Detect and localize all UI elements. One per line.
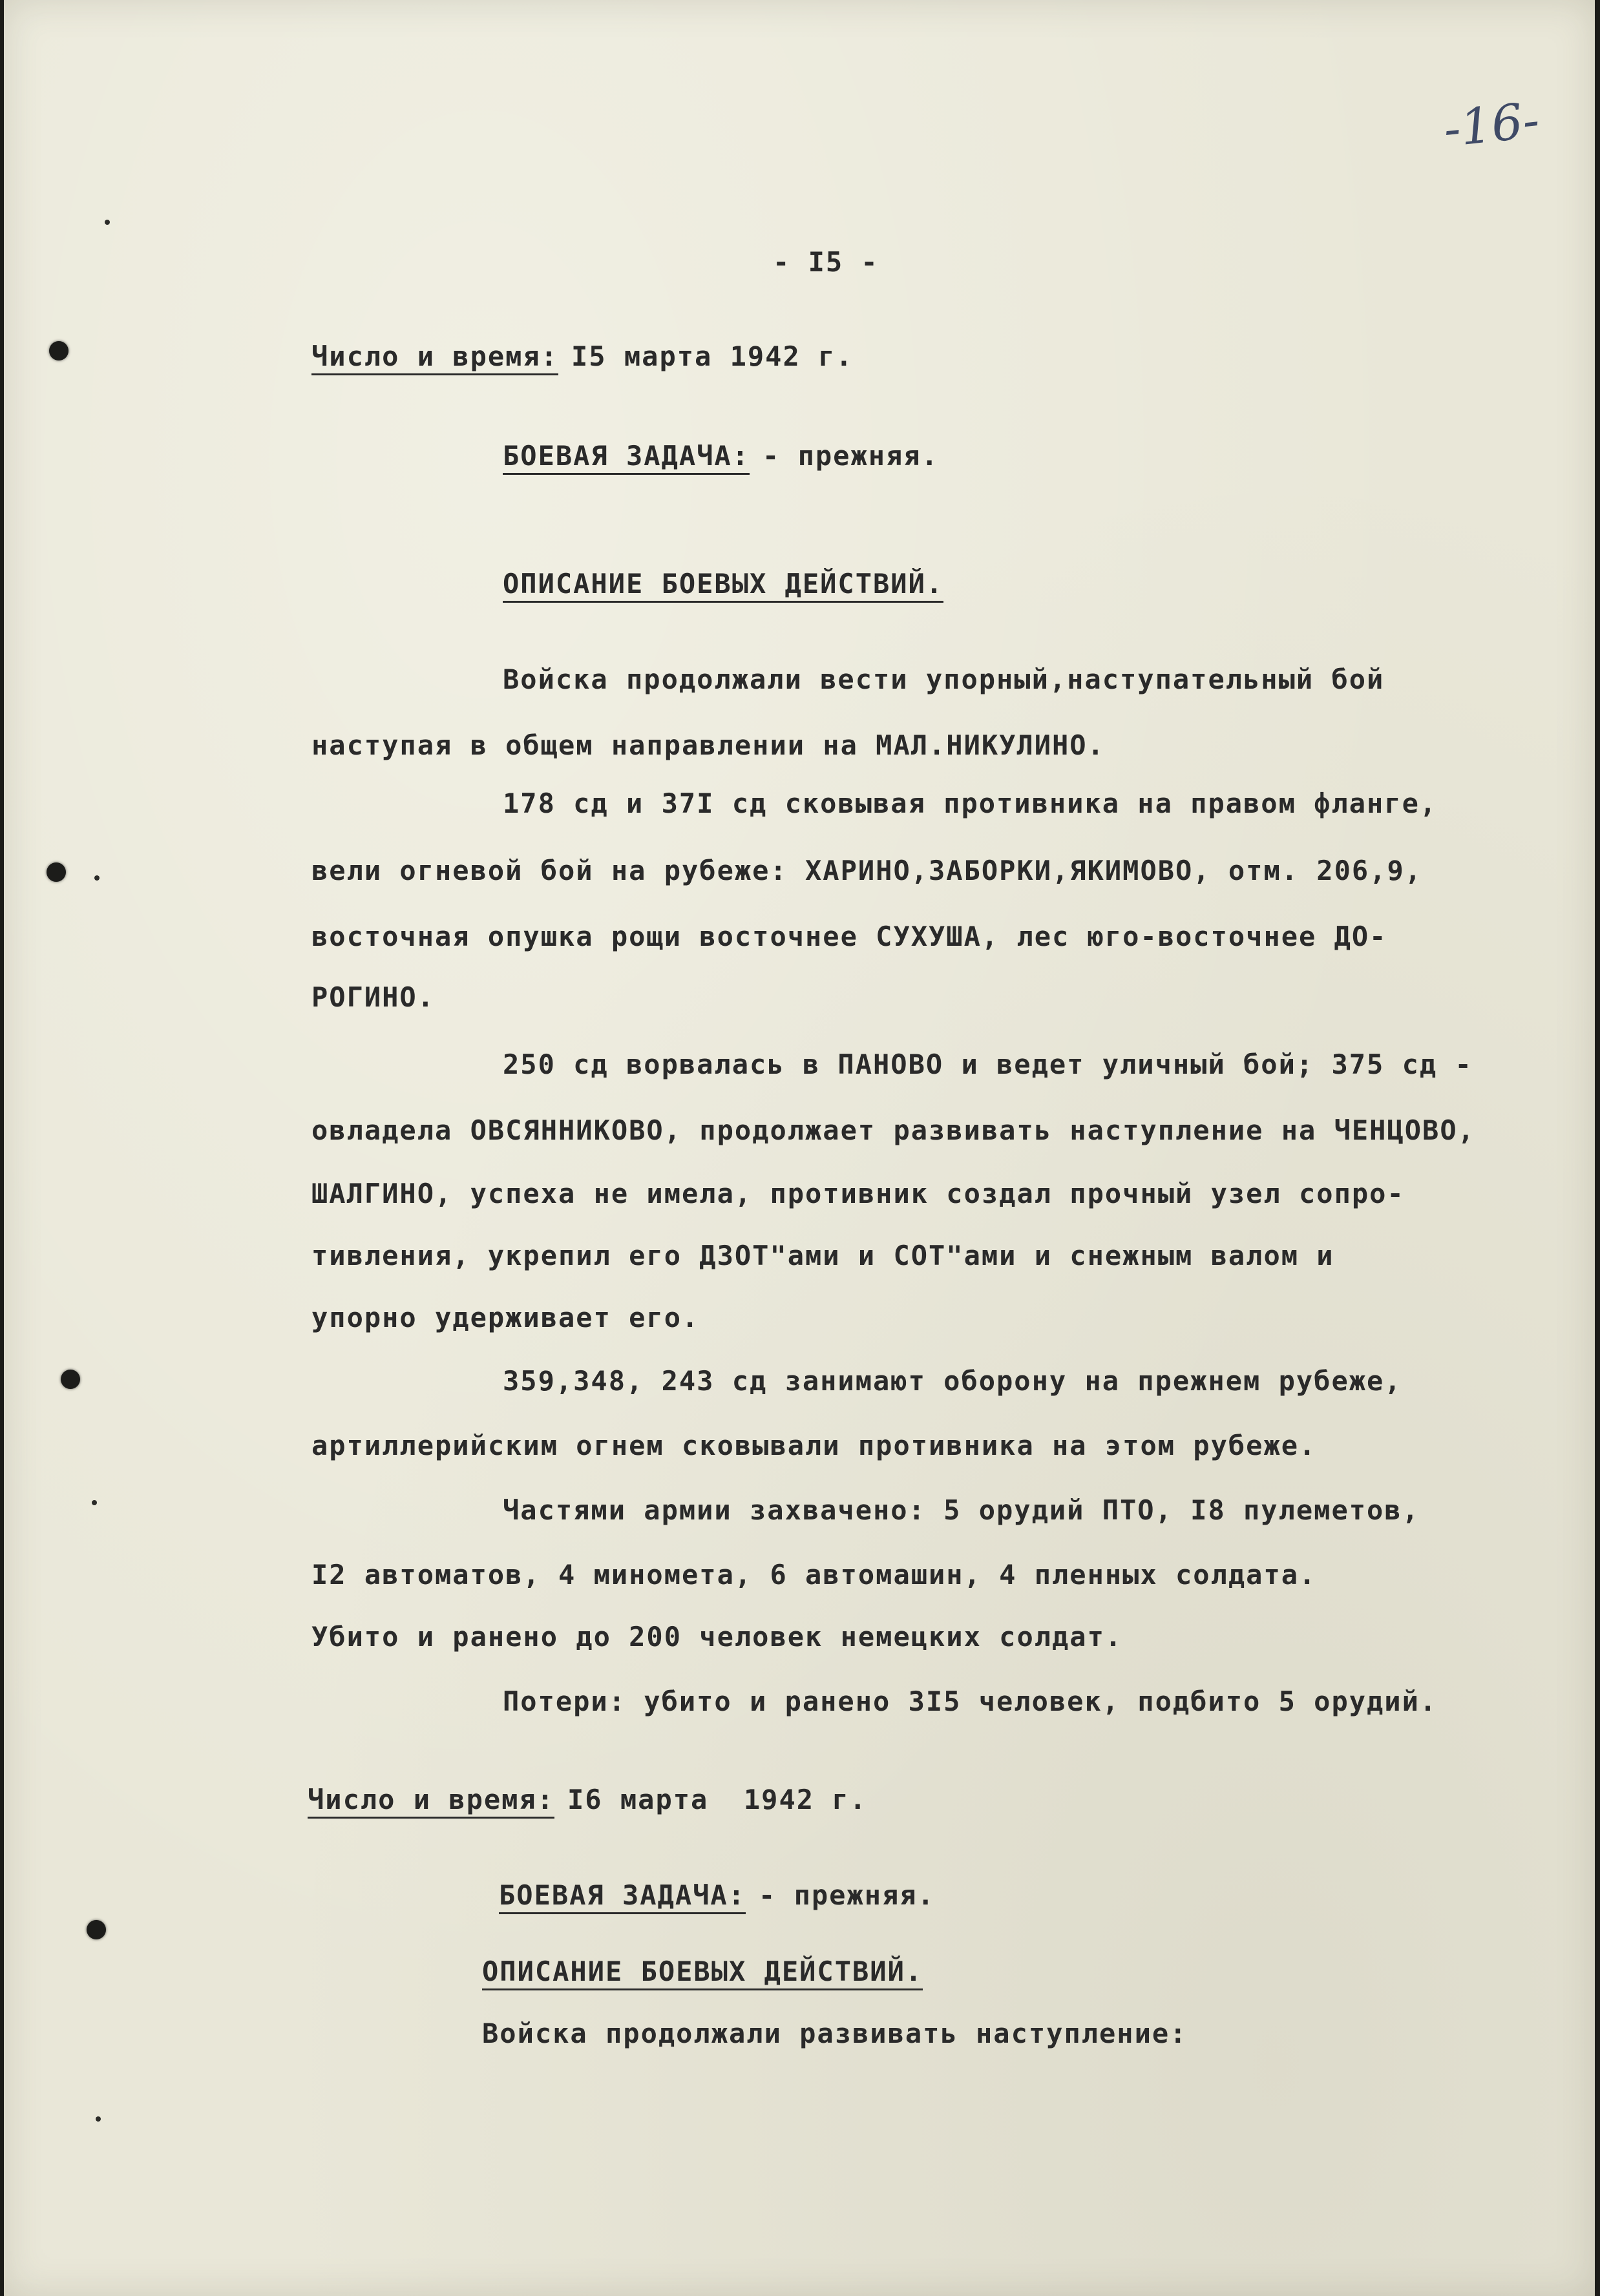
- paper-speck: [96, 2116, 101, 2122]
- text-line: Частями армии захвачено: 5 орудий ПТО, I8 пулеметов,: [503, 1494, 1420, 1526]
- text-line: Войска продолжали развивать наступление:: [482, 2018, 1188, 2049]
- text-line: вели огневой бой на рубеже: ХАРИНО,ЗАБОРКИ,ЯКИМОВО, отм. 206,9,: [311, 855, 1423, 886]
- combat-task-line: [503, 437, 939, 475]
- binding-hole: [87, 1920, 106, 1939]
- section-heading-text: ОПИСАНИЕ БОЕВЫХ ДЕЙСТВИЙ.: [482, 1956, 923, 1990]
- text-line: артиллерийским огнем сковывали противника на этом рубеже.: [311, 1430, 1317, 1461]
- text-line: восточная опушка рощи восточнее СУХУША, лес юго-восточнее ДО-: [311, 921, 1387, 952]
- text-line: 178 сд и 37I сд сковывая противника на правом фланге,: [503, 788, 1438, 819]
- date-value: I5 марта 1942 г.: [571, 340, 854, 372]
- combat-task-value: - прежняя.: [763, 440, 939, 472]
- combat-task-value: - прежняя.: [759, 1879, 935, 1911]
- section-heading: [482, 1952, 923, 1991]
- combat-task-label: БОЕВАЯ ЗАДАЧА:: [503, 440, 750, 475]
- text-line: Потери: убито и ранено 3I5 человек, подбито 5 орудий.: [503, 1685, 1438, 1717]
- text-line: наступая в общем направлении на МАЛ.НИКУЛИНО.: [311, 729, 1105, 761]
- text-line: I2 автоматов, 4 миномета, 6 автомашин, 4 пленных солдата.: [311, 1559, 1317, 1591]
- entry-date-line: [311, 337, 854, 376]
- text-line: 359,348, 243 сд занимают оборону на прежнем рубеже,: [503, 1365, 1402, 1397]
- date-label: Число и время:: [311, 340, 558, 375]
- date-label: Число и время:: [308, 1784, 554, 1819]
- archive-page-number: -16-: [1440, 90, 1542, 158]
- text-line: овладела ОВСЯННИКОВО, продолжает развивать наступление на ЧЕНЦОВО,: [311, 1114, 1475, 1146]
- text-line: РОГИНО.: [311, 981, 436, 1013]
- paper-speck: [105, 220, 110, 225]
- text-line: Войска продолжали вести упорный,наступательный бой: [503, 663, 1385, 695]
- document-page: [4, 0, 1595, 2296]
- page-number: - I5 -: [773, 246, 879, 278]
- paper-speck: [92, 1500, 97, 1505]
- text-line: 250 сд ворвалась в ПАНОВО и ведет уличный бой; 375 сд -: [503, 1049, 1473, 1080]
- date-value: I6 марта 1942 г.: [567, 1784, 867, 1815]
- entry-date-line: [308, 1780, 867, 1819]
- binding-hole: [47, 862, 66, 882]
- section-heading-text: ОПИСАНИЕ БОЕВЫХ ДЕЙСТВИЙ.: [503, 568, 943, 603]
- text-line: Убито и ранено до 200 человек немецких солдат.: [311, 1621, 1123, 1653]
- text-line: ШАЛГИНО, успеха не имела, противник создал прочный узел сопро-: [311, 1178, 1405, 1209]
- text-line: тивления, укрепил его ДЗОТ"ами и СОТ"ами и снежным валом и: [311, 1240, 1334, 1271]
- combat-task-line: [499, 1876, 935, 1915]
- binding-hole: [49, 341, 68, 360]
- text-line: упорно удерживает его.: [311, 1302, 700, 1333]
- combat-task-label: БОЕВАЯ ЗАДАЧА:: [499, 1879, 746, 1914]
- section-heading: [503, 565, 943, 603]
- binding-hole: [61, 1370, 80, 1389]
- paper-speck: [94, 875, 100, 881]
